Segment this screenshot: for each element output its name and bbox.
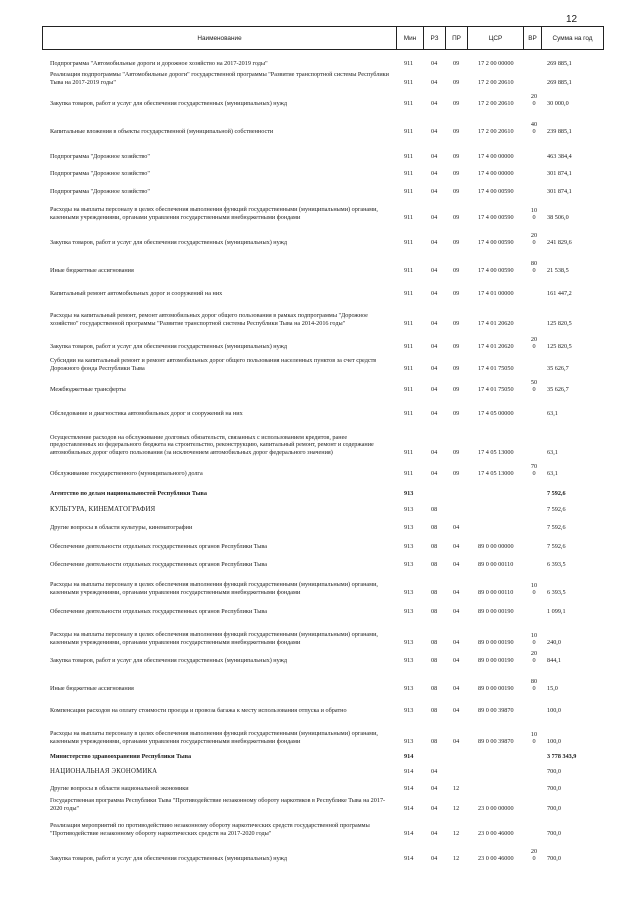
row-rz: 04 [431, 829, 438, 837]
row-name: Подпрограмма "Дорожное хозяйство" [50, 187, 150, 195]
row-rz: 08 [431, 706, 438, 714]
row-pr: 09 [453, 152, 460, 160]
row-vr: 100 [530, 207, 538, 221]
row-sum: 63,1 [547, 409, 558, 417]
row-rz: 08 [431, 560, 438, 568]
row-rz: 04 [431, 289, 438, 297]
row-rz: 08 [431, 737, 438, 745]
row-pr: 09 [453, 78, 460, 86]
row-sum: 7 592,6 [547, 505, 566, 513]
row-sum: 100,0 [547, 706, 561, 714]
row-sum: 63,1 [547, 469, 558, 477]
row-rz: 04 [431, 385, 438, 393]
row-rz: 04 [431, 169, 438, 177]
row-csr: 23 0 00 00000 [478, 804, 514, 812]
row-min: 911 [404, 342, 414, 350]
row-pr: 09 [453, 99, 460, 107]
row-name: Капитальные вложения в объекты государственной (муниципальной) собственности [50, 127, 274, 135]
row-min: 913 [404, 489, 414, 497]
row-sum: 35 626,7 [547, 385, 569, 393]
row-pr: 09 [453, 342, 460, 350]
row-name: Агентство по делам национальностей Республики Тыва [50, 489, 207, 497]
row-csr: 17 2 00 00000 [478, 59, 514, 67]
row-sum: 301 874,1 [547, 187, 572, 195]
row-vr: 200 [530, 336, 538, 350]
row-csr: 17 4 05 00000 [478, 409, 514, 417]
row-vr: 100 [530, 582, 538, 596]
row-rz: 08 [431, 638, 438, 646]
row-pr: 09 [453, 469, 460, 477]
row-sum: 700,0 [547, 854, 561, 862]
row-sum: 240,0 [547, 638, 561, 646]
row-pr: 04 [453, 737, 460, 745]
row-min: 911 [404, 187, 414, 195]
row-pr: 04 [453, 542, 460, 550]
row-vr: 100 [530, 731, 538, 745]
row-name: Государственная программа Республики Тыва "Противодействие незаконному обороту наркотиков в Республике Тыва на 2017-2020 годы" [50, 797, 386, 812]
row-csr: 89 0 00 39870 [478, 706, 514, 714]
row-min: 913 [404, 737, 414, 745]
header-pr: ПР [446, 27, 468, 49]
row-name: Иные бюджетные ассигнования [50, 266, 134, 274]
row-pr: 04 [453, 656, 460, 664]
row-name: Расходы на выплаты персоналу в целях обеспечения выполнения функций государственными (муниципальными) органами, казенными учреждениями, органами управления государственными внебюджетными фондами [50, 631, 378, 646]
row-rz: 04 [431, 152, 438, 160]
row-rz: 08 [431, 607, 438, 615]
row-pr: 04 [453, 607, 460, 615]
row-rz: 04 [431, 319, 438, 327]
row-min: 914 [404, 804, 414, 812]
row-name: Компенсация расходов на оплату стоимости проезда и провоза багажа к месту использования отпуска и обратно [50, 706, 347, 714]
row-min: 913 [404, 706, 414, 714]
row-pr: 12 [453, 804, 460, 812]
row-sum: 241 829,6 [547, 238, 572, 246]
row-pr: 09 [453, 364, 460, 372]
row-name: Осуществление расходов на обслуживание долговых обязательств, связанных с использованием кредитов, ранее предоставленных из федерального бюджета на строительство, реконструкцию, капитальный ремонт, ремонт и содержание автомобильных дорог общего пользования (за исключением автомобильных дорог федерального значения) [50, 433, 374, 456]
row-csr: 17 4 01 75050 [478, 385, 514, 393]
row-csr: 17 4 00 00590 [478, 187, 514, 195]
row-vr: 700 [530, 463, 538, 477]
row-name: Закупка товаров, работ и услуг для обеспечения государственных (муниципальных) нужд [50, 342, 288, 350]
row-name: Обеспечение деятельности отдельных государственных органов Республики Тыва [50, 607, 268, 615]
row-rz: 04 [431, 469, 438, 477]
row-pr: 04 [453, 588, 460, 596]
row-rz: 08 [431, 505, 438, 513]
row-rz: 08 [431, 684, 438, 692]
row-vr: 200 [530, 93, 538, 107]
row-rz: 04 [431, 78, 438, 86]
row-sum: 100,0 [547, 737, 561, 745]
row-csr: 17 4 01 00000 [478, 289, 514, 297]
row-min: 914 [404, 829, 414, 837]
row-name: Закупка товаров, работ и услуг для обеспечения государственных (муниципальных) нужд [50, 656, 288, 664]
row-pr: 09 [453, 213, 460, 221]
row-csr: 17 4 01 20620 [478, 319, 514, 327]
row-vr: 200 [530, 848, 538, 862]
row-sum: 63,1 [547, 448, 558, 456]
row-csr: 17 2 00 20610 [478, 78, 514, 86]
row-min: 913 [404, 607, 414, 615]
row-sum: 38 506,0 [547, 213, 569, 221]
row-rz: 04 [431, 854, 438, 862]
row-min: 913 [404, 523, 414, 531]
row-sum: 125 820,5 [547, 319, 572, 327]
row-min: 911 [404, 364, 414, 372]
row-pr: 09 [453, 289, 460, 297]
row-vr: 800 [530, 678, 538, 692]
row-rz: 04 [431, 59, 438, 67]
row-min: 914 [404, 784, 414, 792]
row-pr: 09 [453, 385, 460, 393]
row-name: Обеспечение деятельности отдельных государственных органов Республики Тыва [50, 542, 268, 550]
row-csr: 89 0 00 39870 [478, 737, 514, 745]
row-pr: 12 [453, 854, 460, 862]
row-min: 911 [404, 448, 414, 456]
row-csr: 17 4 01 20620 [478, 342, 514, 350]
row-rz: 04 [431, 409, 438, 417]
row-min: 911 [404, 469, 414, 477]
row-pr: 04 [453, 638, 460, 646]
row-min: 913 [404, 588, 414, 596]
row-csr: 17 4 00 00000 [478, 169, 514, 177]
row-name: КУЛЬТУРА, КИНЕМАТОГРАФИЯ [50, 505, 156, 513]
row-sum: 700,0 [547, 829, 561, 837]
row-pr: 04 [453, 560, 460, 568]
row-csr: 17 4 05 13000 [478, 448, 514, 456]
row-pr: 04 [453, 684, 460, 692]
row-rz: 04 [431, 187, 438, 195]
row-csr: 17 4 00 00000 [478, 152, 514, 160]
row-min: 911 [404, 99, 414, 107]
row-min: 911 [404, 385, 414, 393]
row-min: 911 [404, 289, 414, 297]
row-sum: 700,0 [547, 767, 561, 775]
row-rz: 04 [431, 342, 438, 350]
table-row [42, 802, 602, 862]
row-min: 911 [404, 169, 414, 177]
row-min: 911 [404, 213, 414, 221]
row-name: Реализация мероприятий по противодействию незаконному обороту наркотических средств государственной программы "Противодействие незаконному обороту наркотических средств на 2017-2020 годы" [50, 822, 370, 837]
row-name: Обеспечение деятельности отдельных государственных органов Республики Тыва [50, 560, 268, 568]
row-rz: 04 [431, 767, 438, 775]
row-rz: 04 [431, 127, 438, 135]
row-csr: 89 0 00 00110 [478, 560, 514, 568]
row-sum: 15,0 [547, 684, 558, 692]
row-sum: 6 393,5 [547, 588, 566, 596]
row-min: 914 [404, 752, 414, 760]
row-csr: 89 0 00 00190 [478, 607, 514, 615]
header-sum: Сумма на год [552, 34, 593, 42]
row-rz: 04 [431, 238, 438, 246]
row-vr: 200 [530, 650, 538, 664]
row-sum: 30 000,0 [547, 99, 569, 107]
row-min: 911 [404, 409, 414, 417]
row-vr: 800 [530, 260, 538, 274]
row-csr: 89 0 00 00110 [478, 588, 514, 596]
row-rz: 04 [431, 266, 438, 274]
row-name: Закупка товаров, работ и услуг для обеспечения государственных (муниципальных) нужд [50, 99, 288, 107]
row-min: 911 [404, 152, 414, 160]
row-sum: 700,0 [547, 804, 561, 812]
row-pr: 12 [453, 784, 460, 792]
row-min: 911 [404, 238, 414, 246]
row-rz: 08 [431, 523, 438, 531]
row-min: 913 [404, 505, 414, 513]
row-name: Закупка товаров, работ и услуг для обеспечения государственных (муниципальных) нужд [50, 238, 288, 246]
row-sum: 35 626,7 [547, 364, 569, 372]
row-pr: 12 [453, 829, 460, 837]
row-csr: 89 0 00 00190 [478, 656, 514, 664]
row-sum: 269 885,1 [547, 59, 572, 67]
row-sum: 301 874,1 [547, 169, 572, 177]
row-min: 911 [404, 127, 414, 135]
row-rz: 08 [431, 542, 438, 550]
row-sum: 463 384,4 [547, 152, 572, 160]
row-csr: 17 4 00 00590 [478, 213, 514, 221]
row-csr: 17 4 05 13000 [478, 469, 514, 477]
row-pr: 09 [453, 59, 460, 67]
row-sum: 700,0 [547, 784, 561, 792]
row-name: Капитальный ремонт автомобильных дорог и сооружений на них [50, 289, 223, 297]
row-min: 913 [404, 656, 414, 664]
row-name: Закупка товаров, работ и услуг для обеспечения государственных (муниципальных) нужд [50, 854, 288, 862]
row-name: Реализация подпрограммы "Автомобильные дороги" государственной программы "Развитие транспортной системы Республики Тыва на 2017-2019 годы" [50, 71, 389, 86]
header-name: Наименование [43, 27, 397, 49]
row-sum: 7 592,6 [547, 542, 566, 550]
row-csr: 17 2 00 20610 [478, 99, 514, 107]
row-rz: 04 [431, 784, 438, 792]
row-csr: 17 4 01 75050 [478, 364, 514, 372]
row-name: Иные бюджетные ассигнования [50, 684, 134, 692]
row-name: Министерство здравоохранения Республики Тыва [50, 752, 192, 760]
row-vr: 100 [530, 632, 538, 646]
row-pr: 04 [453, 523, 460, 531]
row-sum: 7 592,6 [547, 523, 566, 531]
row-pr: 09 [453, 409, 460, 417]
row-vr: 500 [530, 379, 538, 393]
row-rz: 08 [431, 588, 438, 596]
row-min: 911 [404, 319, 414, 327]
row-name: Субсидии на капитальный ремонт и ремонт автомобильных дорог общего пользования населенных пунктов за счет средств Дорожного фонда Республики Тыва [50, 357, 377, 372]
row-csr: 17 2 00 20610 [478, 127, 514, 135]
row-pr: 04 [453, 706, 460, 714]
header-min: Мин [397, 27, 424, 49]
row-sum: 844,1 [547, 656, 561, 664]
row-rz: 04 [431, 364, 438, 372]
row-csr: 89 0 00 00000 [478, 542, 514, 550]
row-pr: 09 [453, 448, 460, 456]
row-vr: 200 [530, 232, 538, 246]
row-min: 911 [404, 78, 414, 86]
row-min: 913 [404, 542, 414, 550]
row-rz: 04 [431, 99, 438, 107]
row-min: 914 [404, 854, 414, 862]
row-name: Подпрограмма "Дорожное хозяйство" [50, 152, 150, 160]
row-sum: 21 538,5 [547, 266, 569, 274]
header-csr: ЦСР [468, 27, 524, 49]
row-csr: 17 4 00 00590 [478, 238, 514, 246]
header-vr: ВР [524, 27, 542, 49]
row-name: Расходы на выплаты персоналу в целях обеспечения выполнения функций государственными (муниципальными) органами, казенными учреждениями, органами управления государственными внебюджетными фондами [50, 581, 378, 596]
row-min: 913 [404, 560, 414, 568]
row-csr: 89 0 00 00190 [478, 684, 514, 692]
row-name: Обследование и диагностика автомобильных дорог и сооружений на них [50, 409, 243, 417]
row-name: Другие вопросы в области культуры, кинематографии [50, 523, 193, 531]
row-min: 913 [404, 638, 414, 646]
row-sum: 7 592,6 [547, 489, 566, 497]
row-csr: 89 0 00 00190 [478, 638, 514, 646]
header-rz: РЗ [424, 27, 446, 49]
row-sum: 6 393,5 [547, 560, 566, 568]
row-rz: 04 [431, 448, 438, 456]
row-pr: 09 [453, 127, 460, 135]
row-sum: 239 885,1 [547, 127, 572, 135]
row-rz: 04 [431, 213, 438, 221]
row-sum: 125 820,5 [547, 342, 572, 350]
row-rz: 04 [431, 804, 438, 812]
row-name: Расходы на выплаты персоналу в целях обеспечения выполнения функций государственными (муниципальными) органами, казенными учреждениями, органами управления государственными внебюджетными фондами [50, 206, 378, 221]
row-name: Межбюджетные трансферты [50, 385, 126, 393]
row-name: Подпрограмма "Автомобильные дороги и дорожное хозяйство на 2017-2019 годы" [50, 59, 268, 67]
row-name: Другие вопросы в области национальной экономики [50, 784, 189, 792]
row-name: НАЦИОНАЛЬНАЯ ЭКОНОМИКА [50, 767, 158, 775]
row-sum: 269 885,1 [547, 78, 572, 86]
row-sum: 161 447,2 [547, 289, 572, 297]
row-csr: 23 0 00 46000 [478, 829, 514, 837]
row-rz: 08 [431, 656, 438, 664]
row-pr: 09 [453, 169, 460, 177]
row-min: 914 [404, 767, 414, 775]
row-pr: 09 [453, 187, 460, 195]
row-pr: 09 [453, 266, 460, 274]
row-pr: 09 [453, 238, 460, 246]
row-name: Подпрограмма "Дорожное хозяйство" [50, 169, 150, 177]
row-vr: 400 [530, 121, 538, 135]
row-min: 911 [404, 266, 414, 274]
row-name: Расходы на выплаты персоналу в целях обеспечения выполнения функций государственными (муниципальными) органами, казенными учреждениями, органами управления государственными внебюджетными фондами [50, 730, 378, 745]
row-sum: 1 099,1 [547, 607, 566, 615]
row-sum: 3 778 343,9 [547, 752, 577, 760]
page-number: 12 [566, 14, 578, 25]
row-name: Расходы на капитальный ремонт, ремонт автомобильных дорог общего пользования в рамках подпрограммы "Дорожное хозяйство" государственной программы "Развитие транспортной системы Республики Тыва на 2014-2016 годы" [50, 312, 368, 327]
row-pr: 09 [453, 319, 460, 327]
row-csr: 23 0 00 46000 [478, 854, 514, 862]
row-name: Обслуживание государственного (муниципального) долга [50, 469, 203, 477]
row-min: 913 [404, 684, 414, 692]
row-csr: 17 4 00 00590 [478, 266, 514, 274]
row-min: 911 [404, 59, 414, 67]
